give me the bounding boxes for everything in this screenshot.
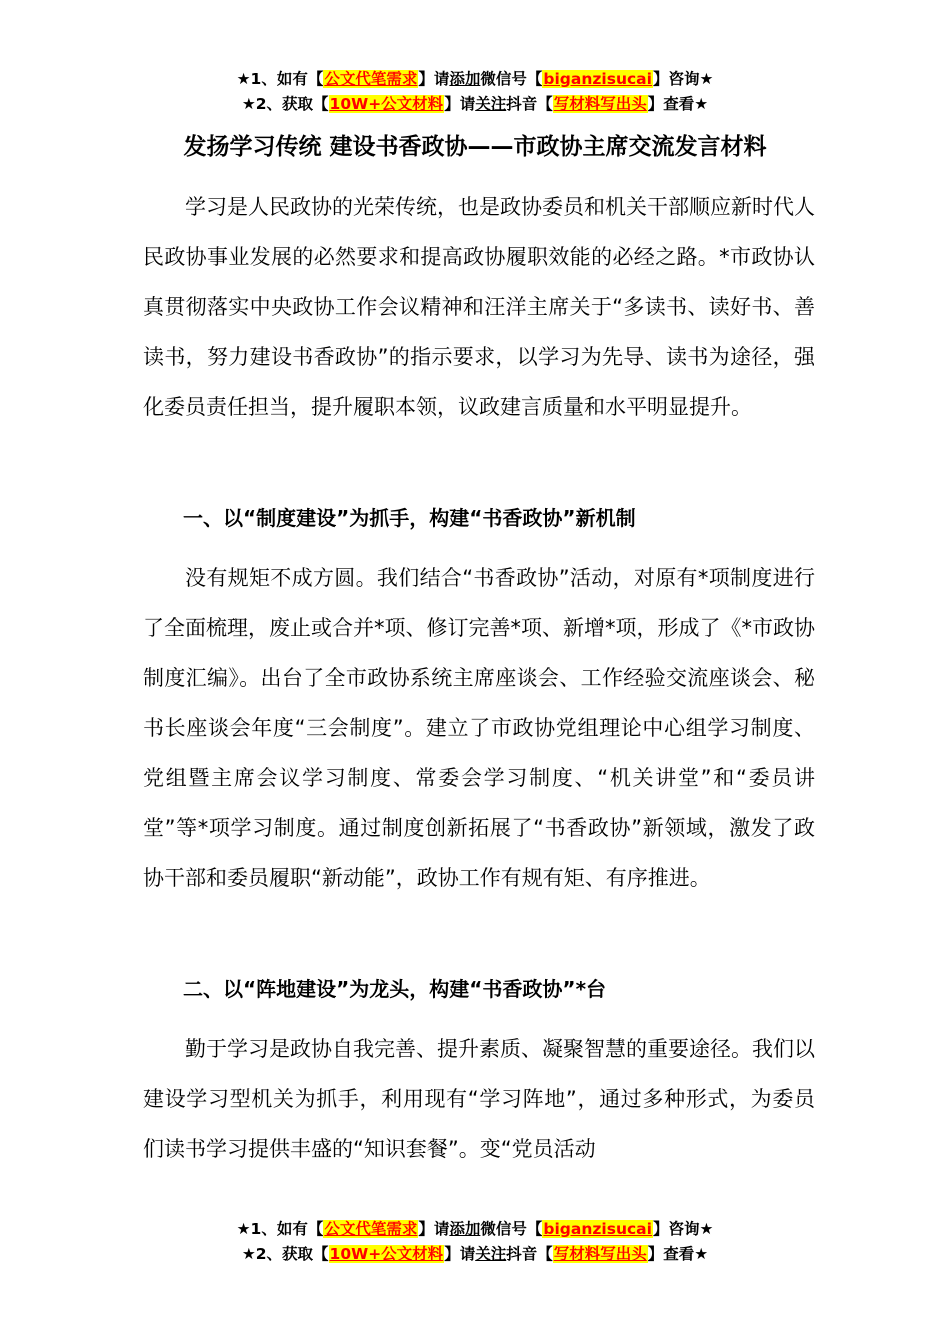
section-2-heading-block — [143, 976, 815, 1002]
banner-line-1 — [0, 67, 950, 92]
banner-text: 】查看★ — [647, 1245, 709, 1263]
section-2-paragraph: 勤于学习是政协自我完善、提升素质、凝聚智慧的重要途径。我们以建设学习型机关为抓手，利用现有“学习阵地”，通过多种形式，为委员们读书学习提供丰盛的“知识套餐”。变“党员活动 — [143, 1037, 815, 1161]
banner-text: 抖音【 — [506, 95, 553, 113]
section-1-heading: 一、以“制度建设”为抓手，构建“书香政协”新机制 — [183, 506, 636, 530]
banner-highlight: 写材料写出头 — [553, 95, 647, 113]
banner-text: 】请 — [444, 1245, 476, 1263]
banner-text: ★1、如有【 — [236, 1220, 324, 1238]
banner-highlight: 公文代笔需求 — [324, 70, 418, 88]
banner-text: 抖音【 — [506, 1245, 553, 1263]
banner-text: 】请 — [418, 70, 450, 88]
banner-underline: 添加 — [449, 70, 481, 88]
banner-line-2 — [0, 92, 950, 117]
document-title: 发扬学习传统 建设书香政协——市政协主席交流发言材料 — [183, 134, 767, 160]
banner-text: ★1、如有【 — [236, 70, 324, 88]
banner-highlight: 公文代笔需求 — [324, 1220, 418, 1238]
banner-text: 】请 — [444, 95, 476, 113]
banner-text: ★2、获取【 — [241, 1245, 329, 1263]
section-1-heading-block — [143, 505, 815, 531]
intro-paragraph: 学习是人民政协的光荣传统，也是政协委员和机关干部顺应新时代人民政协事业发展的必然要求和提高政协履职效能的必经之路。*市政协认真贯彻落实中央政协工作会议精神和汪洋主席关于“多读书、读好书、善读书，努力建设书香政协”的指示要求，以学习为先导、读书为途径，强化委员责任担当，提升履职本领，议政建言质量和水平明显提升。 — [143, 195, 815, 419]
banner-text: 】查看★ — [647, 95, 709, 113]
banner-underline: 关注 — [475, 1245, 507, 1263]
banner-underline: 添加 — [449, 1220, 481, 1238]
banner-line-1 — [0, 1217, 950, 1242]
section-1-body-block — [143, 553, 815, 903]
top-banner — [0, 67, 950, 117]
banner-text: 】咨询★ — [652, 1220, 714, 1238]
banner-text: 】请 — [418, 1220, 450, 1238]
bottom-banner — [0, 1217, 950, 1267]
section-2-heading: 二、以“阵地建设”为龙头，构建“书香政协”*台 — [183, 977, 607, 1001]
banner-line-2 — [0, 1242, 950, 1267]
banner-highlight: biganzisucai — [543, 70, 652, 88]
banner-underline: 关注 — [475, 95, 507, 113]
banner-text: ★2、获取【 — [241, 95, 329, 113]
banner-text: 微信号【 — [480, 70, 543, 88]
banner-highlight: biganzisucai — [543, 1220, 652, 1238]
intro-section — [143, 182, 815, 432]
banner-highlight: 10W+公文材料 — [329, 1245, 444, 1263]
banner-highlight: 写材料写出头 — [553, 1245, 647, 1263]
banner-text: 微信号【 — [480, 1220, 543, 1238]
section-1-paragraph: 没有规矩不成方圆。我们结合“书香政协”活动，对原有*项制度进行了全面梳理，废止或合并*项、修订完善*项、新增*项，形成了《*市政协制度汇编》。出台了全市政协系统主席座谈会、工作经验交流座谈会、秘书长座谈会年度“三会制度”。建立了市政协党组理论中心组学习制度、党组暨主席会议学习制度、常委会学习制度、“机关讲堂”和“委员讲堂”等*项学习制度。通过制度创新拓展了“书香政协”新领域，激发了政协干部和委员履职“新动能”，政协工作有规有矩、有序推进。 — [143, 566, 815, 890]
section-2-body-block — [143, 1024, 815, 1174]
banner-text: 】咨询★ — [652, 70, 714, 88]
banner-highlight: 10W+公文材料 — [329, 95, 444, 113]
